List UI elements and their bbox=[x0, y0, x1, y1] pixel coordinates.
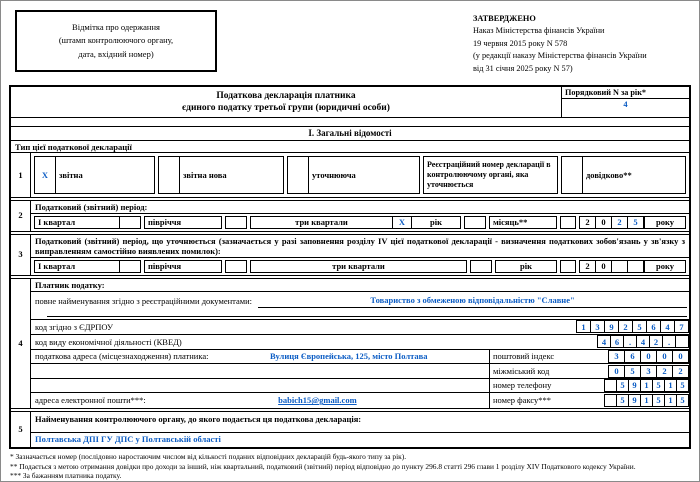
label-utochnyuyucha: уточнююча bbox=[308, 156, 420, 194]
row-1-number: 1 bbox=[11, 153, 31, 197]
area-code-label: міжміський код bbox=[493, 365, 550, 376]
row-2-header: Податковий (звітний) період: bbox=[31, 201, 689, 214]
year-digit-cell[interactable]: 0 bbox=[595, 216, 612, 229]
edrpou-digit[interactable]: 2 bbox=[618, 320, 633, 333]
year-digit-cell-3[interactable] bbox=[611, 260, 628, 273]
checkbox-year[interactable]: X bbox=[392, 216, 412, 229]
label-three-quarters-3: три квартали bbox=[250, 260, 467, 273]
area-code-digit[interactable]: 3 bbox=[640, 365, 657, 378]
postal-digit[interactable]: 3 bbox=[608, 350, 625, 363]
approved-block bbox=[473, 10, 689, 85]
checkbox-half-year-3[interactable] bbox=[225, 260, 247, 273]
authority-value[interactable]: Полтавська ДПІ ГУ ДПС у Полтавській області bbox=[35, 433, 221, 444]
label-half-year: півріччя bbox=[144, 216, 222, 229]
edrpou-digit[interactable]: 6 bbox=[646, 320, 661, 333]
kved-cells bbox=[597, 335, 689, 348]
edrpou-cells bbox=[576, 320, 689, 333]
approved-line-4: (у редакції наказу Міністерства фінансів України bbox=[473, 51, 647, 61]
declaration-form bbox=[9, 85, 691, 449]
phone-digit[interactable]: 1 bbox=[664, 379, 677, 392]
approved-title: ЗАТВЕРДЖЕНО bbox=[473, 14, 536, 23]
full-name-label: повне найменування згідно з реєстраційними документами: bbox=[35, 295, 253, 306]
kved-label: код виду економічної діяльності (КВЕД) bbox=[35, 336, 182, 347]
fax-cells bbox=[604, 394, 689, 407]
label-zvitna-nova: звітна нова bbox=[179, 156, 284, 194]
edrpou-digit[interactable]: 9 bbox=[604, 320, 619, 333]
title-row bbox=[11, 87, 689, 118]
label-half-year-3: півріччя bbox=[144, 260, 222, 273]
kved-cell[interactable]: 2 bbox=[649, 335, 663, 348]
checkbox-utochnyuyucha[interactable] bbox=[287, 156, 309, 194]
postal-cells bbox=[608, 350, 689, 363]
row-3-header: Податковий (звітний) період, що уточнюється (зазначається у разі заповнення розділу IV цієї податкової декларації - визначення податкових зобов'язань у зв'язку з виправленням самостійно виявлених помилок): bbox=[31, 235, 689, 258]
area-code-digit[interactable]: 2 bbox=[672, 365, 689, 378]
fax-digit[interactable]: 1 bbox=[664, 394, 677, 407]
address-label: податкова адреса (місцезнаходження) платника: bbox=[35, 351, 209, 362]
phone-label: номер телефону bbox=[493, 380, 552, 391]
year-digit-cell-empty[interactable] bbox=[560, 216, 576, 229]
approved-line-3: 19 червня 2015 року N 578 bbox=[473, 38, 568, 48]
checkbox-q1-3[interactable] bbox=[119, 260, 141, 273]
kved-cell[interactable]: 4 bbox=[636, 335, 650, 348]
checkbox-month[interactable] bbox=[464, 216, 486, 229]
row-5-number: 5 bbox=[11, 412, 31, 447]
approved-line-2: Наказ Міністерства фінансів України bbox=[473, 26, 605, 36]
serial-number-box bbox=[561, 87, 689, 117]
form-title bbox=[11, 87, 561, 117]
checkbox-q1[interactable] bbox=[119, 216, 141, 229]
phone-digit[interactable]: 5 bbox=[616, 379, 629, 392]
row-4-taxpayer bbox=[11, 279, 689, 409]
area-code-digit[interactable]: 0 bbox=[608, 365, 625, 378]
checkbox-year-3[interactable] bbox=[470, 260, 492, 273]
postal-digit[interactable]: 0 bbox=[640, 350, 657, 363]
address-value[interactable]: Вулиця Європейська, 125, місто Полтава bbox=[269, 351, 428, 362]
name-continuation-line[interactable] bbox=[47, 310, 687, 317]
edrpou-digit[interactable]: 7 bbox=[674, 320, 689, 333]
phone-digit[interactable]: 5 bbox=[652, 379, 665, 392]
year-digit-cell-3[interactable]: 0 bbox=[595, 260, 612, 273]
kved-cell[interactable]: . bbox=[662, 335, 676, 348]
label-dovidkovo: довідково** bbox=[582, 156, 686, 194]
row-4-number: 4 bbox=[11, 279, 31, 408]
fax-digit[interactable]: 1 bbox=[640, 394, 653, 407]
row-2-number: 2 bbox=[11, 201, 31, 231]
footnotes bbox=[10, 452, 690, 481]
fax-digit[interactable]: 5 bbox=[616, 394, 629, 407]
form-title-line-2: єдиного податку третьої групи (юридичні особи) bbox=[182, 103, 390, 114]
phone-digit[interactable]: 5 bbox=[676, 379, 689, 392]
kved-cell[interactable]: 4 bbox=[597, 335, 611, 348]
postal-digit[interactable]: 0 bbox=[656, 350, 673, 363]
year-digit-cell-3[interactable]: 2 bbox=[579, 260, 596, 273]
label-q1-3: І квартал bbox=[34, 260, 120, 273]
edrpou-digit[interactable]: 1 bbox=[576, 320, 591, 333]
footnote-1: * Зазначається номер (послідовно наростаючим числом від кількості поданих відповідних декларацій будь-якого типу за рік). bbox=[10, 451, 407, 461]
approved-line-5: від 31 січня 2025 року N 57) bbox=[473, 63, 573, 73]
year-digit-cell[interactable]: 2 bbox=[611, 216, 628, 229]
area-code-digit[interactable]: 2 bbox=[656, 365, 673, 378]
year-digit-cell-empty-3[interactable] bbox=[560, 260, 576, 273]
receipt-stamp-box bbox=[15, 10, 217, 72]
postal-digit[interactable]: 0 bbox=[672, 350, 689, 363]
row-1-declaration-type bbox=[11, 153, 689, 198]
kved-cell[interactable]: 6 bbox=[610, 335, 624, 348]
area-code-cells bbox=[608, 365, 689, 378]
edrpou-label: код згідно з ЄДРПОУ bbox=[35, 321, 114, 332]
checkbox-zvitna-nova[interactable] bbox=[158, 156, 180, 194]
full-name-value[interactable]: Товариство з обмеженою відповідальністю "Славне" bbox=[258, 295, 687, 308]
label-month: місяць** bbox=[489, 216, 557, 229]
stamp-line-3: дата, вхідний номер) bbox=[78, 48, 154, 59]
checkbox-zvitna[interactable]: X bbox=[34, 156, 56, 194]
phone-digit[interactable]: 9 bbox=[628, 379, 641, 392]
edrpou-digit[interactable]: 5 bbox=[632, 320, 647, 333]
footnote-3: *** За бажанням платника податку. bbox=[10, 471, 122, 481]
top-strip bbox=[1, 1, 699, 85]
label-year-3: рік bbox=[495, 260, 557, 273]
year-digit-cell[interactable]: 5 bbox=[627, 216, 644, 229]
email-value[interactable]: babich15@gmail.com bbox=[278, 395, 357, 406]
label-roku-3: року bbox=[644, 260, 686, 273]
label-registration-number: Реєстраційний номер декларації в контролюючому органі, яка уточнюється bbox=[423, 156, 558, 194]
serial-number-value[interactable]: 4 bbox=[623, 99, 628, 110]
label-year: рік bbox=[411, 216, 461, 229]
kved-cell[interactable] bbox=[675, 335, 689, 348]
postal-index-label: поштовий індекс bbox=[493, 351, 555, 362]
checkbox-half-year[interactable] bbox=[225, 216, 247, 229]
blank-row bbox=[11, 118, 689, 127]
declaration-type-header: Тип цієї податкової декларації bbox=[11, 141, 689, 153]
edrpou-digit[interactable]: 4 bbox=[660, 320, 675, 333]
postal-digit[interactable]: 6 bbox=[624, 350, 641, 363]
phone-cells bbox=[604, 379, 689, 392]
phone-digit[interactable]: 1 bbox=[640, 379, 653, 392]
checkbox-dovidkovo[interactable] bbox=[561, 156, 583, 194]
year-digit-cell[interactable]: 2 bbox=[579, 216, 596, 229]
fax-digit[interactable]: 9 bbox=[628, 394, 641, 407]
email-label: адреса електронної пошти***: bbox=[35, 395, 146, 406]
row-5-authority bbox=[11, 412, 689, 447]
serial-number-label: Порядковий N за рік* bbox=[562, 87, 689, 99]
label-zvitna: звітна bbox=[55, 156, 155, 194]
section-1-heading: І. Загальні відомості bbox=[11, 127, 689, 141]
form-title-line-1: Податкова декларація платника bbox=[216, 91, 356, 101]
row-3-corrected-period bbox=[11, 235, 689, 276]
fax-digit[interactable]: 5 bbox=[676, 394, 689, 407]
stamp-line-1: Відмітка про одержання bbox=[72, 22, 160, 33]
authority-header: Найменування контролюючого органу, до якого подається ця податкова декларація: bbox=[31, 412, 689, 433]
label-roku: року bbox=[644, 216, 686, 229]
year-digit-cell-3[interactable] bbox=[627, 260, 644, 273]
area-code-digit[interactable]: 5 bbox=[624, 365, 641, 378]
fax-label: номер факсу*** bbox=[493, 395, 552, 406]
kved-cell[interactable]: . bbox=[623, 335, 637, 348]
footnote-2: ** Подається з метою отримання довідки про доходи за інший, ніж квартальний, податковий (звітний) період відповідно до пункту 296.8 статті 296 глави 1 розділу XIV Податкового кодексу України. bbox=[10, 461, 636, 471]
row-2-reporting-period bbox=[11, 201, 689, 232]
label-three-quarters: три квартали bbox=[250, 216, 393, 229]
row-3-number: 3 bbox=[11, 235, 31, 275]
stamp-line-2: (штамп контролюючого органу, bbox=[58, 35, 174, 46]
taxpayer-header: Платник податку: bbox=[31, 279, 689, 292]
fax-digit[interactable]: 5 bbox=[652, 394, 665, 407]
label-q1: І квартал bbox=[34, 216, 120, 229]
edrpou-digit[interactable]: 3 bbox=[590, 320, 605, 333]
